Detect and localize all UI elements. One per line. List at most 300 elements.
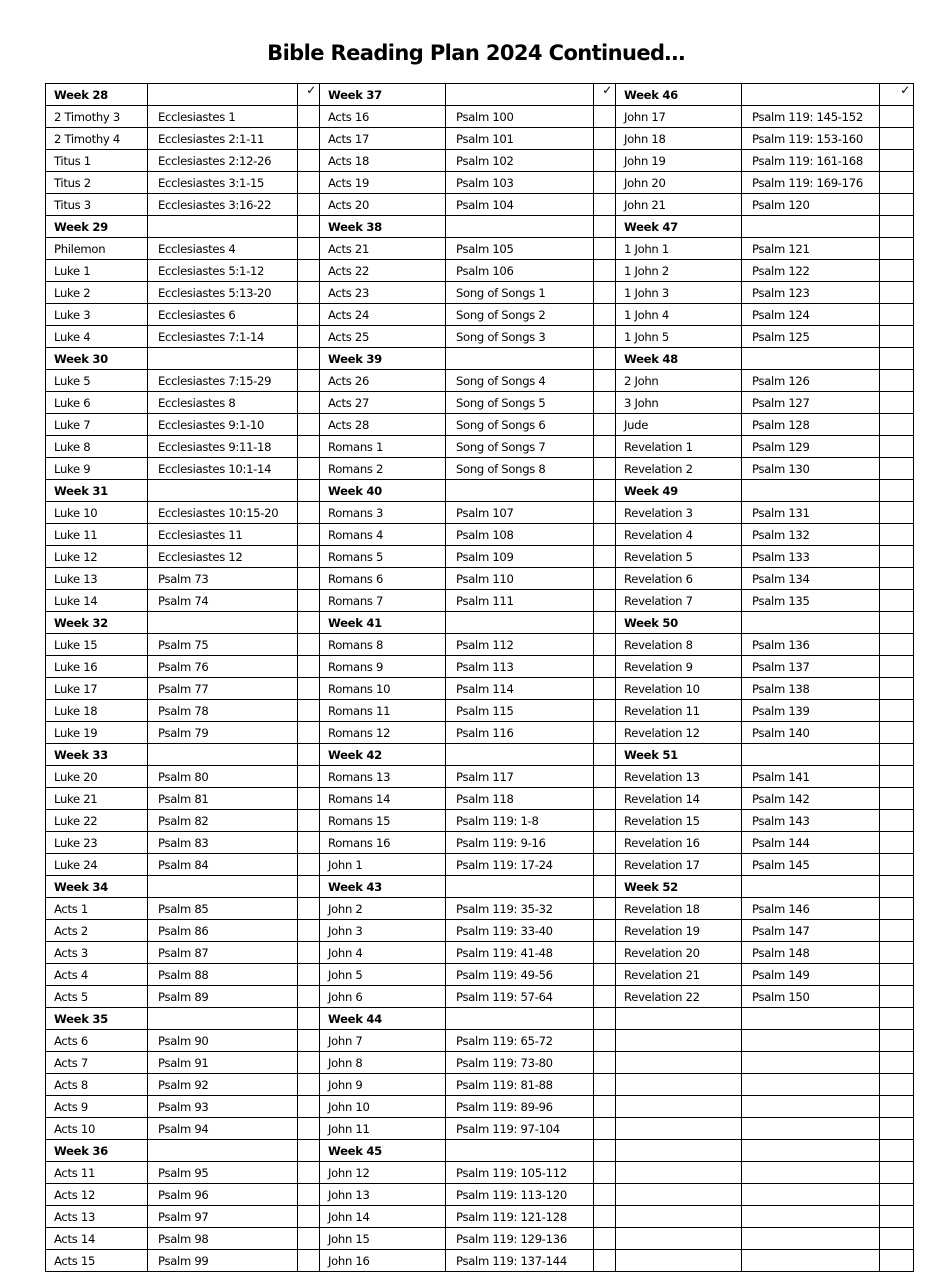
checkbox-cell[interactable]: [594, 1074, 616, 1096]
checkbox-cell[interactable]: [594, 546, 616, 568]
empty-cell: [616, 1162, 742, 1184]
checkbox-cell[interactable]: [298, 502, 320, 524]
reading-b: Song of Songs 5: [446, 392, 594, 414]
reading-a: John 16: [320, 1250, 446, 1272]
reading-a: 2 Timothy 3: [46, 106, 148, 128]
week-label: Week 45: [320, 1140, 446, 1162]
week-label: Week 28: [46, 84, 148, 106]
checkbox-cell[interactable]: [298, 238, 320, 260]
checkbox-cell[interactable]: [298, 194, 320, 216]
reading-a: Acts 15: [46, 1250, 148, 1272]
reading-b: Psalm 82: [148, 810, 298, 832]
checkbox-cell[interactable]: [298, 656, 320, 678]
checkbox-cell[interactable]: [594, 502, 616, 524]
reading-a: John 9: [320, 1074, 446, 1096]
reading-a: Acts 22: [320, 260, 446, 282]
reading-b: Psalm 128: [742, 414, 880, 436]
checkbox-cell[interactable]: [594, 260, 616, 282]
reading-a: Luke 16: [46, 656, 148, 678]
checkbox-cell[interactable]: [298, 1162, 320, 1184]
checkbox-cell[interactable]: [594, 392, 616, 414]
checkbox-cell[interactable]: [880, 678, 914, 700]
checkbox-cell[interactable]: [880, 656, 914, 678]
reading-a: John 15: [320, 1228, 446, 1250]
reading-a: Acts 7: [46, 1052, 148, 1074]
checkbox-cell[interactable]: [594, 128, 616, 150]
checkbox-cell[interactable]: [594, 722, 616, 744]
checkbox-cell[interactable]: [594, 1228, 616, 1250]
checkbox-cell[interactable]: [594, 194, 616, 216]
checkbox-cell[interactable]: [880, 458, 914, 480]
checkbox-cell[interactable]: [298, 700, 320, 722]
reading-a: Acts 17: [320, 128, 446, 150]
checkbox-cell[interactable]: [298, 1184, 320, 1206]
checkbox-cell[interactable]: [298, 304, 320, 326]
checkbox-cell[interactable]: [880, 942, 914, 964]
checkbox-cell[interactable]: [880, 282, 914, 304]
table-row: [46, 986, 914, 1008]
checkbox-cell[interactable]: [880, 590, 914, 612]
checkbox-cell[interactable]: [298, 788, 320, 810]
reading-a: Luke 12: [46, 546, 148, 568]
reading-b: Psalm 135: [742, 590, 880, 612]
week-label: Week 31: [46, 480, 148, 502]
reading-a: Revelation 17: [616, 854, 742, 876]
reading-a: Romans 14: [320, 788, 446, 810]
check-column-cell[interactable]: [298, 1140, 320, 1162]
reading-b: Psalm 133: [742, 546, 880, 568]
reading-b: Psalm 141: [742, 766, 880, 788]
checkbox-cell[interactable]: [298, 128, 320, 150]
check-column-cell[interactable]: [594, 612, 616, 634]
checkbox-cell[interactable]: [298, 414, 320, 436]
checkbox-cell[interactable]: [298, 1096, 320, 1118]
reading-b: Ecclesiastes 7:1-14: [148, 326, 298, 348]
checkbox-cell[interactable]: [880, 1206, 914, 1228]
checkbox-cell[interactable]: [298, 1074, 320, 1096]
reading-b: Psalm 106: [446, 260, 594, 282]
reading-a: John 7: [320, 1030, 446, 1052]
reading-a: Acts 25: [320, 326, 446, 348]
check-column-cell[interactable]: [880, 612, 914, 634]
check-column-cell[interactable]: [298, 348, 320, 370]
checkbox-cell[interactable]: [594, 986, 616, 1008]
checkbox-cell[interactable]: [880, 568, 914, 590]
reading-a: Revelation 2: [616, 458, 742, 480]
checkbox-cell[interactable]: [594, 106, 616, 128]
reading-b: Psalm 97: [148, 1206, 298, 1228]
empty-cell: [742, 1162, 880, 1184]
check-column-cell[interactable]: [298, 612, 320, 634]
table-row: [46, 546, 914, 568]
table-row: [46, 1184, 914, 1206]
reading-a: Luke 23: [46, 832, 148, 854]
checkbox-cell[interactable]: [880, 722, 914, 744]
checkbox-cell[interactable]: [880, 634, 914, 656]
reading-a: Acts 16: [320, 106, 446, 128]
reading-b: Psalm 98: [148, 1228, 298, 1250]
checkbox-cell[interactable]: [594, 436, 616, 458]
checkbox-cell[interactable]: [298, 920, 320, 942]
checkbox-cell[interactable]: [298, 436, 320, 458]
check-column-cell[interactable]: [594, 876, 616, 898]
reading-b: Ecclesiastes 4: [148, 238, 298, 260]
check-column-cell[interactable]: [594, 744, 616, 766]
checkbox-cell[interactable]: [880, 238, 914, 260]
checkbox-cell[interactable]: [880, 898, 914, 920]
checkbox-cell[interactable]: [298, 722, 320, 744]
checkbox-cell[interactable]: [298, 634, 320, 656]
checkbox-cell[interactable]: [594, 282, 616, 304]
check-column-cell[interactable]: [594, 216, 616, 238]
table-row: [46, 942, 914, 964]
checkbox-cell[interactable]: [880, 150, 914, 172]
checkbox-cell[interactable]: [880, 106, 914, 128]
empty-cell: [616, 1140, 742, 1162]
reading-a: John 19: [616, 150, 742, 172]
checkbox-cell[interactable]: [594, 414, 616, 436]
empty-cell: [742, 876, 880, 898]
empty-cell: [616, 1096, 742, 1118]
check-column-cell[interactable]: [880, 480, 914, 502]
reading-b: Psalm 127: [742, 392, 880, 414]
reading-b: Psalm 119: 9-16: [446, 832, 594, 854]
checkbox-cell[interactable]: [594, 1118, 616, 1140]
table-row: [46, 282, 914, 304]
reading-b: Psalm 119: 17-24: [446, 854, 594, 876]
checkbox-cell[interactable]: [880, 1030, 914, 1052]
check-column-cell[interactable]: [298, 216, 320, 238]
reading-b: Psalm 114: [446, 678, 594, 700]
checkbox-cell[interactable]: [594, 964, 616, 986]
checkbox-cell[interactable]: [298, 810, 320, 832]
reading-b: Psalm 78: [148, 700, 298, 722]
checkbox-cell[interactable]: [880, 986, 914, 1008]
reading-b: Psalm 76: [148, 656, 298, 678]
reading-a: Luke 22: [46, 810, 148, 832]
checkbox-cell[interactable]: [594, 700, 616, 722]
checkbox-cell[interactable]: [298, 568, 320, 590]
checkbox-cell[interactable]: [594, 172, 616, 194]
checkbox-cell[interactable]: [880, 128, 914, 150]
checkbox-cell[interactable]: [298, 1052, 320, 1074]
reading-a: John 1: [320, 854, 446, 876]
table-row: [46, 568, 914, 590]
check-column-cell[interactable]: [594, 480, 616, 502]
checkbox-cell[interactable]: [298, 1250, 320, 1272]
checkbox-cell[interactable]: [880, 766, 914, 788]
reading-a: Romans 3: [320, 502, 446, 524]
table-row: [46, 348, 914, 370]
reading-a: Revelation 21: [616, 964, 742, 986]
checkbox-cell[interactable]: [594, 920, 616, 942]
reading-a: Luke 4: [46, 326, 148, 348]
checkbox-cell[interactable]: [880, 920, 914, 942]
checkbox-cell[interactable]: [594, 1250, 616, 1272]
reading-a: Acts 12: [46, 1184, 148, 1206]
reading-b: Psalm 131: [742, 502, 880, 524]
checkbox-cell[interactable]: [880, 304, 914, 326]
reading-b: Ecclesiastes 2:12-26: [148, 150, 298, 172]
reading-a: Revelation 11: [616, 700, 742, 722]
reading-b: Psalm 99: [148, 1250, 298, 1272]
table-row: [46, 370, 914, 392]
checkbox-cell[interactable]: [594, 810, 616, 832]
reading-a: Revelation 5: [616, 546, 742, 568]
checkbox-cell[interactable]: [298, 326, 320, 348]
empty-cell: [148, 1140, 298, 1162]
empty-cell: [742, 612, 880, 634]
reading-b: Song of Songs 3: [446, 326, 594, 348]
table-row: [46, 1250, 914, 1272]
checkbox-cell[interactable]: [594, 1052, 616, 1074]
reading-b: Psalm 94: [148, 1118, 298, 1140]
checkbox-cell[interactable]: [594, 766, 616, 788]
check-column-cell[interactable]: [880, 1140, 914, 1162]
reading-b: Psalm 86: [148, 920, 298, 942]
week-label: Week 43: [320, 876, 446, 898]
empty-cell: [148, 744, 298, 766]
reading-b: Psalm 107: [446, 502, 594, 524]
checkbox-cell[interactable]: [880, 436, 914, 458]
checkbox-cell[interactable]: [298, 942, 320, 964]
table-row: [46, 612, 914, 634]
checkbox-cell[interactable]: [594, 898, 616, 920]
reading-a: Romans 7: [320, 590, 446, 612]
table-row: [46, 898, 914, 920]
checkbox-cell[interactable]: [594, 1206, 616, 1228]
empty-cell: [742, 1206, 880, 1228]
checkbox-cell[interactable]: [594, 590, 616, 612]
checkbox-cell[interactable]: [594, 150, 616, 172]
reading-b: Psalm 121: [742, 238, 880, 260]
reading-a: Revelation 16: [616, 832, 742, 854]
table-row: [46, 216, 914, 238]
reading-b: Psalm 143: [742, 810, 880, 832]
checkbox-cell[interactable]: [594, 942, 616, 964]
checkbox-cell[interactable]: [880, 1118, 914, 1140]
checkbox-cell[interactable]: [298, 106, 320, 128]
reading-b: Psalm 138: [742, 678, 880, 700]
reading-a: Luke 15: [46, 634, 148, 656]
checkbox-cell[interactable]: [594, 634, 616, 656]
week-label: Week 37: [320, 84, 446, 106]
checkbox-cell[interactable]: [594, 326, 616, 348]
checkbox-cell[interactable]: [880, 326, 914, 348]
reading-a: Acts 23: [320, 282, 446, 304]
checkbox-cell[interactable]: [298, 986, 320, 1008]
check-column-cell[interactable]: [880, 744, 914, 766]
checkbox-cell[interactable]: [594, 1096, 616, 1118]
check-column-cell[interactable]: [298, 1008, 320, 1030]
table-row: [46, 810, 914, 832]
checkbox-cell[interactable]: [298, 964, 320, 986]
reading-b: Psalm 136: [742, 634, 880, 656]
table-row: [46, 854, 914, 876]
checkbox-cell[interactable]: [880, 964, 914, 986]
check-column-cell[interactable]: [298, 876, 320, 898]
reading-b: Psalm 144: [742, 832, 880, 854]
table-row: [46, 1206, 914, 1228]
checkbox-cell[interactable]: [594, 832, 616, 854]
reading-b: Psalm 119: 65-72: [446, 1030, 594, 1052]
reading-b: Psalm 79: [148, 722, 298, 744]
checkbox-cell[interactable]: [880, 788, 914, 810]
reading-b: Ecclesiastes 1: [148, 106, 298, 128]
empty-cell: [446, 744, 594, 766]
checkbox-cell[interactable]: [880, 172, 914, 194]
table-row: [46, 414, 914, 436]
reading-a: Acts 5: [46, 986, 148, 1008]
reading-a: Luke 9: [46, 458, 148, 480]
checkbox-cell[interactable]: [880, 414, 914, 436]
table-row: [46, 458, 914, 480]
checkbox-cell[interactable]: [298, 678, 320, 700]
checkbox-cell[interactable]: [880, 1228, 914, 1250]
checkbox-cell[interactable]: [298, 590, 320, 612]
check-column-cell[interactable]: [594, 348, 616, 370]
checkbox-cell[interactable]: [298, 524, 320, 546]
reading-b: Psalm 147: [742, 920, 880, 942]
checkbox-cell[interactable]: [298, 898, 320, 920]
checkbox-cell[interactable]: [594, 370, 616, 392]
check-column-cell[interactable]: [880, 1008, 914, 1030]
checkbox-cell[interactable]: [880, 1074, 914, 1096]
checkbox-cell[interactable]: [880, 1162, 914, 1184]
checkbox-cell[interactable]: [880, 260, 914, 282]
reading-b: Psalm 119: 145-152: [742, 106, 880, 128]
reading-b: Psalm 118: [446, 788, 594, 810]
checkbox-cell[interactable]: [298, 392, 320, 414]
checkbox-cell[interactable]: [880, 392, 914, 414]
checkbox-cell[interactable]: [594, 656, 616, 678]
empty-cell: [616, 1206, 742, 1228]
checkbox-cell[interactable]: [880, 546, 914, 568]
checkbox-cell[interactable]: [880, 700, 914, 722]
check-column-cell[interactable]: [594, 1140, 616, 1162]
reading-b: Ecclesiastes 6: [148, 304, 298, 326]
checkbox-cell[interactable]: [298, 458, 320, 480]
empty-cell: [148, 876, 298, 898]
check-column-cell[interactable]: [880, 348, 914, 370]
checkbox-cell[interactable]: [880, 854, 914, 876]
checkbox-cell[interactable]: [298, 1206, 320, 1228]
reading-b: Ecclesiastes 10:1-14: [148, 458, 298, 480]
checkbox-cell[interactable]: [594, 458, 616, 480]
checkbox-cell[interactable]: [880, 810, 914, 832]
check-column-cell[interactable]: [880, 216, 914, 238]
reading-a: Luke 3: [46, 304, 148, 326]
week-label: Week 50: [616, 612, 742, 634]
table-row: [46, 678, 914, 700]
reading-b: Psalm 120: [742, 194, 880, 216]
check-column-cell[interactable]: [298, 744, 320, 766]
checkbox-cell[interactable]: [880, 1184, 914, 1206]
reading-b: Psalm 119: 33-40: [446, 920, 594, 942]
checkbox-cell[interactable]: [880, 1096, 914, 1118]
checkbox-cell[interactable]: [594, 788, 616, 810]
checkbox-cell[interactable]: [298, 260, 320, 282]
check-column-cell[interactable]: [880, 876, 914, 898]
table-row: [46, 128, 914, 150]
checkbox-cell[interactable]: [594, 1184, 616, 1206]
checkbox-cell[interactable]: [594, 238, 616, 260]
checkbox-cell[interactable]: [298, 370, 320, 392]
empty-cell: [742, 1074, 880, 1096]
checkbox-cell[interactable]: [298, 150, 320, 172]
reading-b: Ecclesiastes 3:1-15: [148, 172, 298, 194]
reading-b: Song of Songs 2: [446, 304, 594, 326]
checkbox-cell[interactable]: [594, 854, 616, 876]
empty-cell: [616, 1118, 742, 1140]
checkbox-cell[interactable]: [880, 524, 914, 546]
empty-cell: [148, 84, 298, 106]
reading-a: John 2: [320, 898, 446, 920]
reading-b: Psalm 123: [742, 282, 880, 304]
checkbox-cell[interactable]: [298, 766, 320, 788]
reading-b: Psalm 96: [148, 1184, 298, 1206]
checkbox-cell[interactable]: [880, 1250, 914, 1272]
reading-b: Psalm 87: [148, 942, 298, 964]
checkbox-cell[interactable]: [298, 546, 320, 568]
checkbox-cell[interactable]: [594, 304, 616, 326]
check-column-cell[interactable]: [594, 1008, 616, 1030]
reading-b: Psalm 100: [446, 106, 594, 128]
reading-a: John 8: [320, 1052, 446, 1074]
checkbox-cell[interactable]: [880, 1052, 914, 1074]
checkbox-cell[interactable]: [880, 502, 914, 524]
reading-a: Romans 11: [320, 700, 446, 722]
reading-a: Revelation 15: [616, 810, 742, 832]
checkbox-cell[interactable]: [298, 172, 320, 194]
checkbox-cell[interactable]: [594, 1030, 616, 1052]
checkbox-cell[interactable]: [594, 524, 616, 546]
reading-a: Romans 10: [320, 678, 446, 700]
checkbox-cell[interactable]: [298, 1030, 320, 1052]
empty-cell: [742, 1118, 880, 1140]
checkbox-cell[interactable]: [298, 854, 320, 876]
checkbox-cell[interactable]: [298, 282, 320, 304]
checkbox-cell[interactable]: [298, 1118, 320, 1140]
checkbox-cell[interactable]: [298, 832, 320, 854]
week-label: Week 51: [616, 744, 742, 766]
checkbox-cell[interactable]: [880, 194, 914, 216]
reading-a: 1 John 2: [616, 260, 742, 282]
table-row: [46, 326, 914, 348]
reading-a: Revelation 4: [616, 524, 742, 546]
reading-b: Ecclesiastes 9:1-10: [148, 414, 298, 436]
reading-b: Psalm 89: [148, 986, 298, 1008]
reading-a: Acts 2: [46, 920, 148, 942]
reading-a: Revelation 1: [616, 436, 742, 458]
week-label: Week 52: [616, 876, 742, 898]
week-label: Week 40: [320, 480, 446, 502]
checkbox-cell[interactable]: [594, 1162, 616, 1184]
checkbox-cell[interactable]: [594, 678, 616, 700]
reading-a: Acts 3: [46, 942, 148, 964]
table-row: [46, 964, 914, 986]
reading-a: Romans 12: [320, 722, 446, 744]
reading-a: Luke 5: [46, 370, 148, 392]
reading-a: John 12: [320, 1162, 446, 1184]
checkbox-cell[interactable]: [880, 370, 914, 392]
week-label: Week 33: [46, 744, 148, 766]
reading-b: Psalm 140: [742, 722, 880, 744]
checkbox-cell[interactable]: [594, 568, 616, 590]
check-column-cell[interactable]: [298, 480, 320, 502]
checkbox-cell[interactable]: [880, 832, 914, 854]
checkbox-cell[interactable]: [298, 1228, 320, 1250]
